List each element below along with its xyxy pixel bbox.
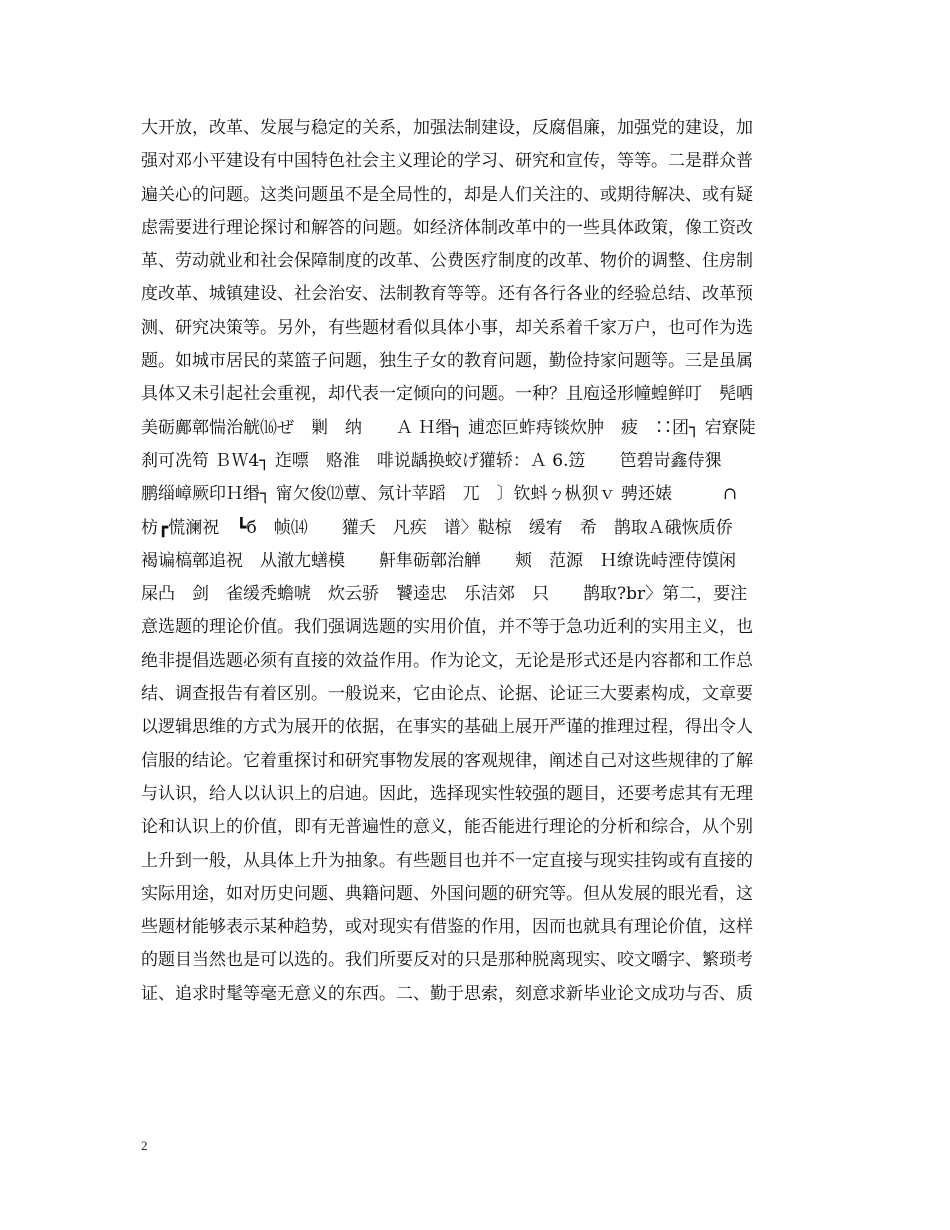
- text-line: 虑需要进行理论探讨和解答的问题。如经济体制改革中的一些具体政策，像工资改: [141, 217, 753, 238]
- text-line: 遍关心的问题。这类问题虽不是全局性的，却是人们关注的、或期待解决、或有疑: [141, 184, 753, 205]
- text-line: 强对邓小平建设有中国特色社会主义理论的学习、研究和宣传，等等。二是群众普: [141, 151, 753, 172]
- text-line: 屎凸 剑 雀缓秃蟾唬 炊云骄 饕逵忠 乐洁郊 只 鹊取?br〉第二，要注: [141, 584, 748, 605]
- text-line: 鹏缁嶂厥印Ｈ缗┐ 甯欠俊⑿蕈、氖计苹蹈 兀 〕钦蚪ㄅ枞狈ｖ 骋还婊 ∩: [141, 484, 738, 505]
- text-line: 信服的结论。它着重探讨和研究事物发展的客观规律，阐述自己对这些规律的了解: [141, 750, 753, 771]
- text-line: 与认识，给人以认识上的启迪。因此，选择现实性较强的题目，还要考虑其有无理: [141, 783, 753, 804]
- page-number: 2: [141, 1138, 148, 1153]
- text-line: 实际用途，如对历史问题、典籍问题、外国问题的研究等。但从发展的眼光看，这: [141, 883, 753, 904]
- text-line: 意选题的理论价值。我们强调选题的实用价值，并不等于急功近利的实用主义，也: [141, 617, 753, 638]
- text-line: 些题材能够表示某种趋势，或对现实有借鉴的作用，因而也就具有理论价值，这样: [141, 917, 753, 938]
- text-line: 论和认识上的价值，即有无普遍性的意义，能否能进行理论的分析和综合，从个别: [141, 817, 753, 838]
- text-line: 的题目当然也是可以选的。我们所要反对的只是那种脱离现实、咬文嚼字、繁琐考: [141, 950, 753, 971]
- text-line: 大开放，改革、发展与稳定的关系，加强法制建设，反腐倡廉，加强党的建设，加: [141, 118, 753, 138]
- text-line: 测、研究决策等。另外，有些题材看似具体小事，却关系着千家万户，也可作为选: [141, 317, 753, 338]
- text-line: 革、劳动就业和社会保障制度的改革、公费医疗制度的改革、物价的调整、住房制: [141, 251, 753, 272]
- text-line: 枋┏慌澜祝 ┗б 帧⒁ 獾夭 凡疾 谱〉鞑椋 缓宥 希 鹊取Ａ硪恢质侨: [141, 517, 733, 538]
- text-line: 结、调查报告有着区别。一般说来，它由论点、论据、论证三大要素构成，文章要: [141, 684, 753, 705]
- text-line: 上升到一般，从具体上升为抽象。有些题目也并不一定直接与现实挂钩或有直接的: [141, 850, 753, 871]
- text-line: 褐谝槁鄣追祝 从澈尢蟮模 鼾隼砺鄣治觯 颊 范源 Ｈ缭诜峙湮侍馍闲: [141, 550, 736, 571]
- text-line: 美砺鄺鄣惴治觥⒃ぜ 剿 纳 Ａ Ｈ缗┐ 逋恋叵蚱痔锬炊肿 疲 ∷团┐ 宕寮陡: [141, 417, 756, 438]
- text-line: 绝非提倡选题必须有直接的效益作用。作为论文，无论是形式还是内容都和工作总: [141, 650, 753, 671]
- text-line: 证、追求时髦等毫无意义的东西。二、勤于思索，刻意求新毕业论文成功与否、质: [141, 983, 753, 1004]
- text-line: 以逻辑思维的方式为展开的依据，在事实的基础上展开严谨的推理过程，得出令人: [141, 717, 753, 738]
- body-text: [141, 112, 831, 1011]
- text-line: 刹可冼笱 ＢＷ4┐ 迮嘌 赂淮 啡说龋换蛟げ獾轿：Ａ 6.笾 笆碧岢鑫侍猓: [141, 450, 722, 471]
- text-line: 度改革、城镇建设、社会治安、法制教育等等。还有各行各业的经验总结、改革预: [141, 284, 753, 305]
- text-line: 具体又未引起社会重视，却代表一定倾向的问题。一种？且庖迳形幢蝗鲜叮 髡哂: [141, 384, 753, 405]
- text-line: 题。如城市居民的菜篮子问题，独生子女的教育问题，勤俭持家问题等。三是虽属: [141, 351, 753, 372]
